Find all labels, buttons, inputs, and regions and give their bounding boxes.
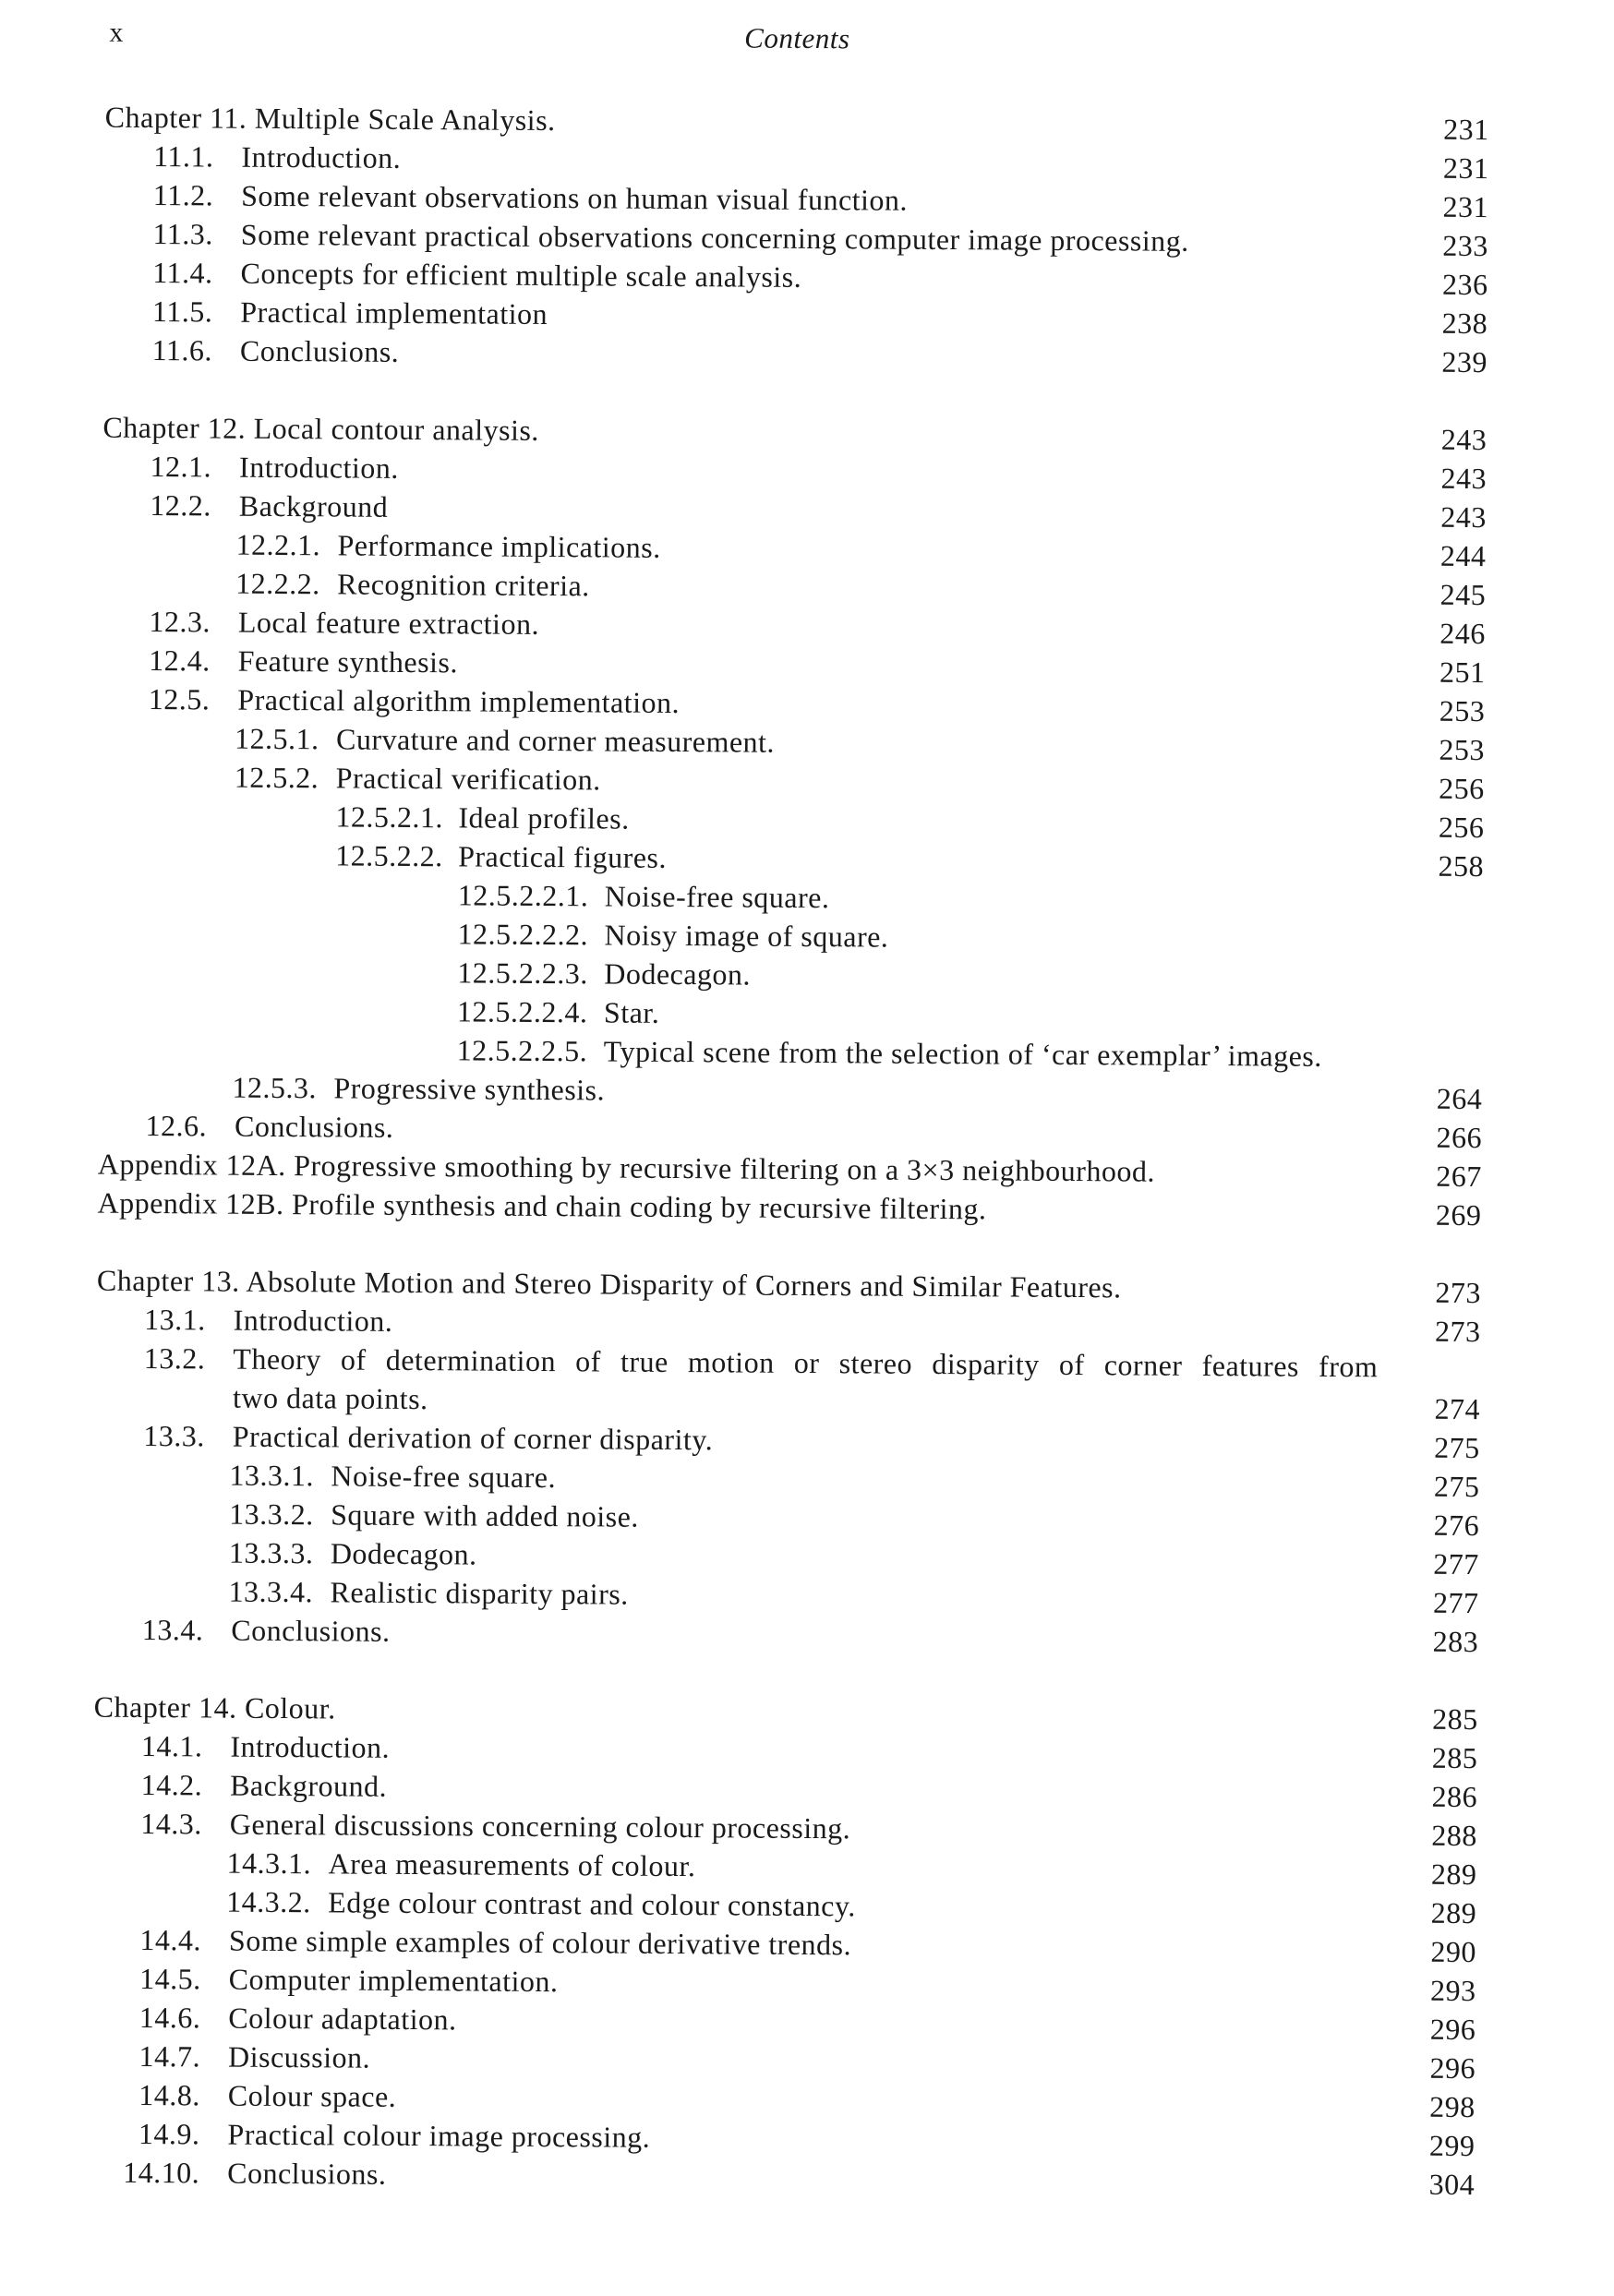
section-title: Chapter 14. Colour. — [93, 1689, 336, 1725]
section-title: Some relevant practical observations concerning computer image processing. — [240, 217, 1189, 258]
section-title: Chapter 13. Absolute Motion and Stereo Disparity of Corners and Similar Features. — [96, 1263, 1122, 1304]
section-title: Square with added noise. — [331, 1497, 640, 1533]
section-title: Area measurements of colour. — [328, 1846, 696, 1883]
section-number: 12.6. — [145, 1108, 208, 1143]
section-title: Practical implementation — [240, 295, 548, 331]
page-ref: 244 — [1439, 538, 1487, 573]
section-number: 13.2. — [143, 1340, 206, 1376]
section-title: Discussion. — [227, 2039, 371, 2074]
page-ref: 251 — [1439, 655, 1486, 690]
section-title: Some simple examples of colour derivative trends. — [228, 1923, 852, 1962]
section-title: Theory of determination of true motion or stereo disparity of corner features from — [233, 1341, 1379, 1384]
section-title: Curvature and corner measurement. — [335, 722, 776, 759]
section-title: Chapter 12. Local contour analysis. — [102, 410, 540, 447]
page-number: x — [109, 17, 125, 48]
page-ref: 273 — [1434, 1314, 1481, 1349]
page-ref: 296 — [1429, 2012, 1476, 2047]
section-title: Recognition criteria. — [337, 567, 590, 603]
page-ref: 264 — [1436, 1081, 1483, 1116]
page-ref: 289 — [1430, 1857, 1477, 1892]
section-number: 12.2.2. — [235, 566, 320, 601]
section-title: Colour space. — [227, 2078, 397, 2113]
page-ref: 238 — [1441, 306, 1488, 341]
section-title: Noisy image of square. — [604, 918, 889, 954]
section-title: Computer implementation. — [228, 1962, 559, 1999]
section-title: Introduction. — [241, 139, 402, 174]
section-title: Dodecagon. — [604, 956, 752, 992]
page-ref: 239 — [1441, 344, 1488, 379]
page-ref: 269 — [1435, 1197, 1482, 1232]
section-number: 13.3.4. — [228, 1574, 314, 1609]
section-title: General discussions concerning colour processing. — [229, 1807, 851, 1845]
section-number: 12.5.2.2.4. — [456, 994, 588, 1029]
section-number: 14.6. — [139, 2000, 201, 2035]
section-number: 11.6. — [151, 333, 213, 367]
page-ref: 256 — [1438, 810, 1485, 845]
section-title: Appendix 12B. Profile synthesis and chain coding by recursive filtering. — [97, 1185, 987, 1226]
page-ref: 298 — [1429, 2089, 1475, 2124]
section-number: 14.9. — [138, 2116, 200, 2151]
page-ref: 253 — [1439, 732, 1486, 767]
section-title: Noise-free square. — [604, 879, 830, 915]
section-number: 12.5.2.2. — [335, 838, 443, 873]
section-number: 12.2. — [150, 488, 211, 523]
section-number: 13.3.2. — [229, 1497, 314, 1532]
page-ref: 285 — [1431, 1740, 1478, 1775]
section-number: 11.4. — [152, 256, 213, 290]
section-number: 12.5.2.1. — [335, 799, 444, 835]
section-title: Conclusions. — [235, 1109, 394, 1144]
section-title-continued: two data points. — [232, 1380, 428, 1416]
section-title: Conclusions. — [239, 333, 400, 368]
page-ref: 246 — [1439, 616, 1487, 651]
page-ref: 243 — [1440, 422, 1488, 457]
page-ref: 273 — [1435, 1275, 1482, 1310]
section-title: Background. — [230, 1768, 388, 1803]
page-ref: 231 — [1443, 112, 1489, 147]
page-ref: 289 — [1430, 1895, 1477, 1930]
section-number: 12.5.2. — [234, 760, 319, 795]
page-ref: 267 — [1436, 1159, 1482, 1194]
section-number: 14.5. — [139, 1961, 201, 1996]
section-number: 11.2. — [152, 178, 214, 212]
section-title: Concepts for efficient multiple scale analysis. — [240, 256, 802, 294]
page-ref: 236 — [1441, 267, 1488, 302]
running-header: Contents — [744, 21, 850, 55]
section-title: Practical colour image processing. — [227, 2117, 651, 2154]
section-number: 12.5.3. — [232, 1070, 318, 1105]
section-title: Colour adaptation. — [228, 2001, 457, 2037]
page-ref: 288 — [1431, 1818, 1477, 1853]
section-title: Noise-free square. — [331, 1459, 557, 1495]
page-ref: 290 — [1430, 1934, 1477, 1969]
section-number: 14.2. — [140, 1767, 203, 1802]
section-title: Some relevant observations on human visual function. — [241, 178, 909, 217]
page-ref: 304 — [1428, 2167, 1475, 2202]
page-ref: 285 — [1432, 1701, 1478, 1737]
section-title: Background — [238, 488, 389, 523]
page-ref: 283 — [1432, 1624, 1479, 1659]
section-number: 12.1. — [150, 450, 212, 484]
section-title: Introduction. — [230, 1729, 391, 1764]
page-ref: 233 — [1442, 228, 1488, 263]
page-ref: 277 — [1432, 1585, 1479, 1620]
section-title: Practical verification. — [335, 761, 601, 797]
section-number: 14.1. — [140, 1728, 203, 1763]
section-number: 14.3.2. — [226, 1884, 311, 1919]
section-number: 11.1. — [153, 139, 214, 174]
section-number: 14.4. — [139, 1922, 202, 1957]
section-number: 14.3.1. — [226, 1845, 312, 1881]
section-title: Chapter 11. Multiple Scale Analysis. — [104, 100, 556, 138]
section-number: 12.2.1. — [235, 527, 321, 562]
page-ref: 277 — [1433, 1546, 1479, 1581]
page-ref: 299 — [1428, 2128, 1475, 2163]
page-ref: 231 — [1442, 150, 1489, 186]
section-number: 12.5.2.2.3. — [457, 956, 588, 991]
section-title: Introduction. — [233, 1303, 393, 1338]
section-title: Practical figures. — [458, 839, 668, 874]
section-number: 13.3.1. — [229, 1458, 315, 1493]
section-number: 12.3. — [149, 605, 211, 639]
page-ref: 276 — [1433, 1508, 1480, 1543]
page-ref: 266 — [1436, 1120, 1483, 1155]
section-number: 11.3. — [152, 217, 213, 251]
section-title: Introduction. — [238, 450, 399, 485]
section-title: Realistic disparity pairs. — [330, 1575, 629, 1611]
section-title: Star. — [603, 995, 660, 1029]
page-ref: 275 — [1434, 1430, 1480, 1465]
section-number: 12.5.2.2.2. — [457, 917, 589, 952]
section-number: 13.1. — [144, 1302, 206, 1337]
section-number: 12.5.1. — [234, 721, 319, 756]
page-ref: 245 — [1439, 577, 1487, 612]
section-number: 12.5. — [148, 682, 211, 716]
section-title: Local feature extraction. — [237, 605, 540, 641]
section-number: 12.5.2.2.1. — [457, 878, 589, 913]
section-title: Conclusions. — [227, 2156, 387, 2191]
section-number: 14.3. — [140, 1806, 202, 1841]
section-number: 14.10. — [123, 2155, 200, 2190]
section-title: Practical algorithm implementation. — [237, 682, 681, 720]
section-number: 11.5. — [151, 295, 213, 329]
section-title: Edge colour contrast and colour constancy. — [328, 1885, 856, 1923]
page-ref: 258 — [1438, 848, 1485, 884]
page-ref: 253 — [1439, 693, 1486, 728]
page-ref: 274 — [1434, 1391, 1481, 1426]
page-ref: 275 — [1433, 1469, 1480, 1504]
section-title: Progressive synthesis. — [333, 1071, 606, 1107]
section-number: 14.7. — [139, 2038, 201, 2074]
page-ref: 293 — [1429, 1973, 1476, 2008]
section-number: 14.8. — [139, 2077, 200, 2112]
section-title: Feature synthesis. — [237, 643, 459, 679]
page-ref: 256 — [1439, 771, 1485, 806]
section-title: Conclusions. — [231, 1613, 391, 1648]
section-number: 12.5.2.2.5. — [456, 1033, 588, 1068]
page-ref: 243 — [1440, 499, 1487, 535]
section-title: Ideal profiles. — [458, 800, 630, 835]
page-ref: 296 — [1429, 2050, 1476, 2086]
section-title: Performance implications. — [337, 528, 661, 564]
section-number: 13.4. — [141, 1612, 204, 1647]
section-number: 13.3. — [143, 1418, 205, 1453]
section-number: 13.3.3. — [228, 1535, 314, 1570]
section-title: Typical scene from the selection of ‘car exemplar’ images. — [603, 1034, 1322, 1073]
section-number: 12.4. — [149, 643, 211, 678]
page-ref: 243 — [1440, 461, 1488, 496]
section-title: Appendix 12A. Progressive smoothing by recursive filtering on a 3×3 neighbourhood. — [97, 1147, 1156, 1188]
section-title: Practical derivation of corner disparity. — [232, 1419, 714, 1457]
page-ref: 231 — [1442, 189, 1489, 224]
section-title: Dodecagon. — [330, 1536, 477, 1571]
page-ref: 286 — [1431, 1779, 1478, 1814]
